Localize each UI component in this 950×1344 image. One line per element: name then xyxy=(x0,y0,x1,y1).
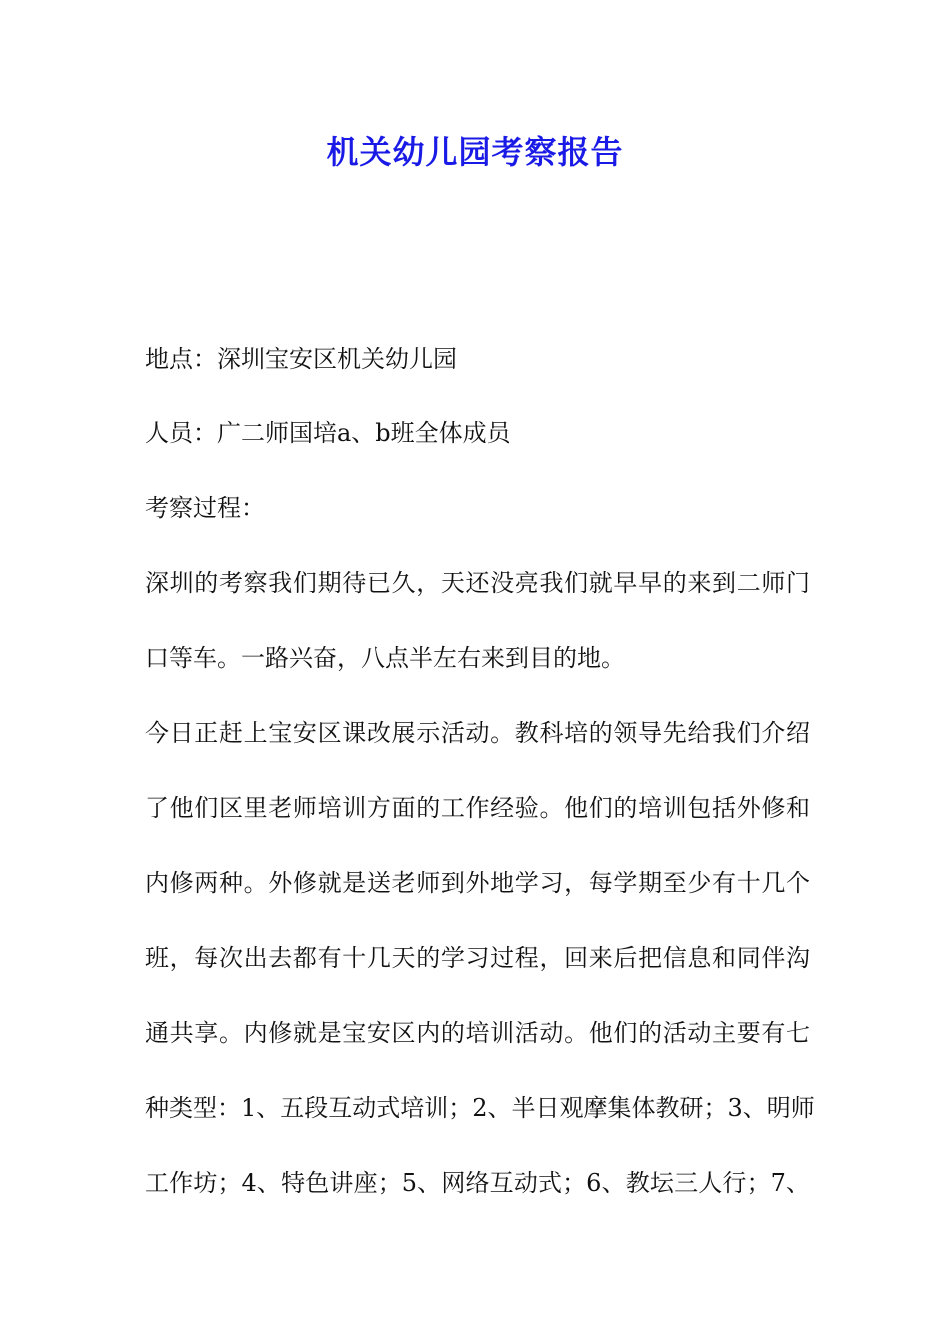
paragraph-line: 今日正赶上宝安区课改展示活动。教科培的领导先给我们介绍 xyxy=(145,719,810,747)
location-line: 地点：深圳宝安区机关幼儿园 xyxy=(145,345,457,373)
paragraph-line: 内修两种。外修就是送老师到外地学习，每学期至少有十几个 xyxy=(145,869,810,897)
process-heading: 考察过程： xyxy=(145,494,265,522)
paragraph-line: 班，每次出去都有十几天的学习过程，回来后把信息和同伴沟 xyxy=(145,944,810,972)
document-title: 机关幼儿园考察报告 xyxy=(326,133,624,171)
paragraph-line: 口等车。一路兴奋，八点半左右来到目的地。 xyxy=(145,644,625,672)
participants-line: 人员：广二师国培a、b班全体成员 xyxy=(145,419,511,447)
paragraph-line: 通共享。内修就是宝安区内的培训活动。他们的活动主要有七 xyxy=(145,1019,810,1047)
paragraph-line: 了他们区里老师培训方面的工作经验。他们的培训包括外修和 xyxy=(145,794,810,822)
paragraph-line: 深圳的考察我们期待已久，天还没亮我们就早早的来到二师门 xyxy=(145,569,810,597)
paragraph-line: 种类型：1、五段互动式培训；2、半日观摩集体教研；3、明师 xyxy=(145,1094,815,1122)
paragraph-line: 工作坊；4、特色讲座；5、网络互动式；6、教坛三人行；7、 xyxy=(145,1169,810,1197)
